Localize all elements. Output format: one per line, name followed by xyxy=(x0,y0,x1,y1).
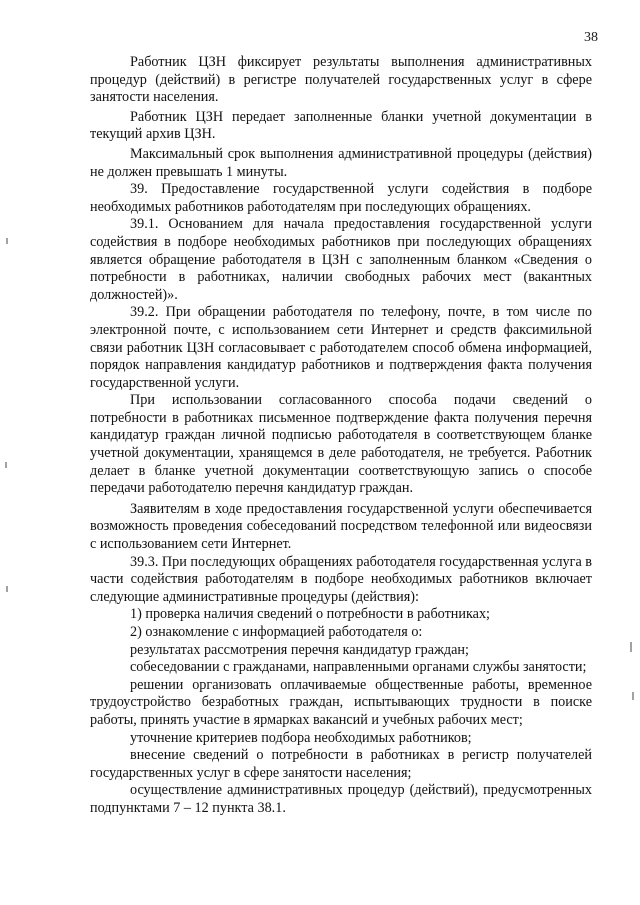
list-item: 2) ознакомление с информацией работодателя о: xyxy=(130,624,423,640)
paragraph: При использовании согласованного способа подачи сведений о потребности в работниках письменное подтверждение факта получения перечня кандидатур граждан личной подписью работодателя в соответствующем бланке учетной документации, хранящемся в деле работодателя, не требуется. Работник делает в бланке учетной документации соответствующую запись о способе передачи работодателю перечня кандидатур граждан. xyxy=(90,392,592,497)
scan-edge-mark xyxy=(5,462,7,468)
paragraph: 39.2. При обращении работодателя по телефону, почте, в том числе по электронной почте, с использованием сети Интернет и средств факсимильной связи работник ЦЗН согласовывает с работодателем способ обмена информацией, порядок направления кандидатур работников и подтверждения факта получения государственной услуги. xyxy=(90,304,592,391)
section-heading: 39. Предоставление государственной услуги содействия в подборе необходимых работников работодателям при последующих обращениях. xyxy=(90,181,592,215)
scan-edge-mark xyxy=(6,238,8,244)
paragraph: Работник ЦЗН передает заполненные бланки учетной документации в текущий архив ЦЗН. xyxy=(90,108,592,143)
page-number: 38 xyxy=(584,30,598,45)
list-item: собеседовании с гражданами, направленными органами службы занятости; xyxy=(130,659,587,676)
paragraph: Работник ЦЗН фиксирует результаты выполнения административных процедур (действий) в регистре получателей государственных услуг в сфере занятости населения. xyxy=(90,54,592,106)
document-body xyxy=(90,54,592,818)
paragraph: Максимальный срок выполнения административной процедуры (действия) не должен превышать 1 минуты. xyxy=(90,145,592,180)
list-item: внесение сведений о потребности в работниках в регистр получателей государственных услуг в сфере занятости населения; xyxy=(90,747,592,781)
scan-edge-mark xyxy=(6,586,8,592)
list-item: решении организовать оплачиваемые общественные работы, временное трудоустройство безработных граждан, испытывающих трудности в поиске работы, принять участие в ярмарках вакансий и учебных рабочих мест; xyxy=(90,676,592,728)
list-item: результатах рассмотрения перечня кандидатур граждан; xyxy=(130,641,469,658)
list-item: 1) проверка наличия сведений о потребности в работниках; xyxy=(130,606,490,623)
scan-edge-mark xyxy=(632,692,634,700)
paragraph: 39.1. Основанием для начала предоставления государственной услуги содействия в подборе необходимых работников при последующих обращениях является обращение работодателя в ЦЗН с заполненным бланком «Сведения о потребности в работниках, наличии свободных рабочих мест (вакантных должностей)». xyxy=(90,216,592,303)
scan-edge-mark xyxy=(630,642,632,652)
list-item: осуществление административных процедур (действий), предусмотренных подпунктами 7 – 12 пункта 38.1. xyxy=(90,782,592,816)
list-item: уточнение критериев подбора необходимых работников; xyxy=(130,729,472,746)
paragraph: Заявителям в ходе предоставления государственной услуги обеспечивается возможность проведения собеседований посредством телефонной или видеосвязи с использованием сети Интернет. xyxy=(90,500,592,553)
paragraph: 39.3. При последующих обращениях работодателя государственная услуга в части содействия работодателям в подборе необходимых работников включает следующие административные процедуры (действия): xyxy=(90,553,593,605)
